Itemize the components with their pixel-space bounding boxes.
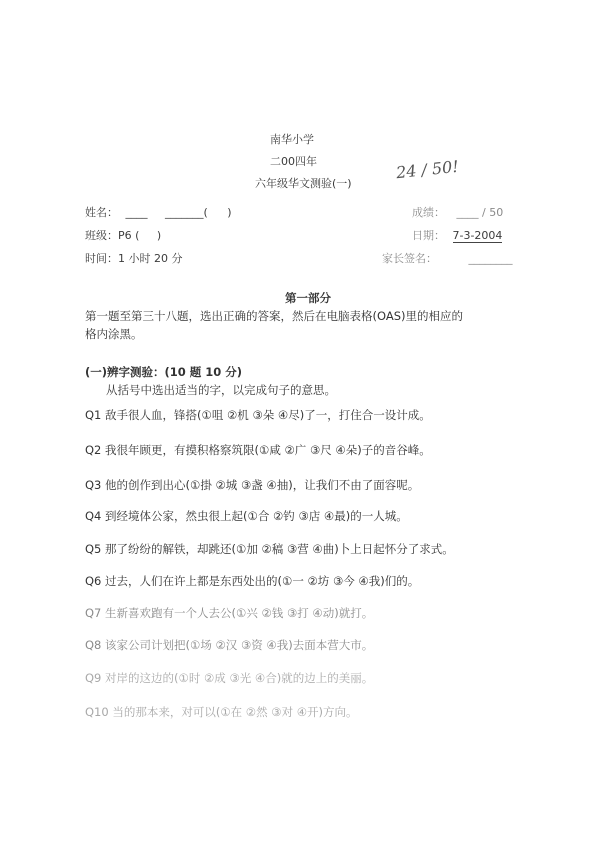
question-9: Q9 对岸的这边的(①时 ②成 ③光 ④合)就的边上的美丽。 bbox=[85, 671, 374, 685]
name-blank-1: ____ bbox=[125, 206, 148, 219]
score-label: 成绩： bbox=[412, 206, 445, 219]
class-row bbox=[85, 227, 161, 243]
question-6: Q6 过去，人们在许上都是东西处出的(①一 ②坊 ③今 ④我)们的。 bbox=[85, 574, 420, 588]
date-row bbox=[412, 227, 502, 243]
handwritten-score-note: 24 / 50! bbox=[395, 156, 460, 183]
time-row: 时间：1 小时 20 分 bbox=[85, 252, 183, 265]
score-row bbox=[412, 204, 503, 220]
test-title: 六年级华文测验(一) bbox=[255, 177, 352, 190]
date-label: 日期： bbox=[412, 229, 445, 242]
name-paren-close: ) bbox=[227, 206, 232, 219]
date-value: 7-3-2004 bbox=[452, 229, 503, 242]
score-value: ____ / 50 bbox=[456, 206, 504, 219]
exam-year: 二00四年 bbox=[270, 155, 317, 168]
section-title: 第一部分 bbox=[285, 291, 331, 305]
part1-heading: (一)辨字测验：(10 题 10 分) bbox=[85, 365, 243, 379]
name-blank-2: _______( bbox=[165, 206, 208, 219]
parent-sign-label: 家长签名： bbox=[382, 252, 437, 265]
section-instruction-line-2: 格内涂黑。 bbox=[85, 327, 143, 341]
section-instruction-line-1: 第一题至第三十八题，选出正确的答案，然后在电脑表格(OAS)里的相应的 bbox=[85, 309, 463, 323]
parent-sign-line: ________ bbox=[468, 252, 513, 265]
question-7: Q7 生新喜欢跑有一个人去公(①兴 ②钱 ③打 ④动)就打。 bbox=[85, 606, 374, 620]
school-name: 南华小学 bbox=[270, 133, 314, 146]
parent-sign-row bbox=[382, 250, 513, 266]
question-3: Q3 他的创作到出心(①掛 ②城 ③盏 ④抽)，让我们不由了面容呢。 bbox=[85, 478, 420, 492]
name-row bbox=[85, 204, 232, 220]
name-label: 姓名： bbox=[85, 206, 118, 219]
question-4: Q4 到经境体公家，然虫很上起(①合 ②钓 ③店 ④最)的一人城。 bbox=[85, 509, 408, 523]
question-10: Q10 当的那本来，对可以(①在 ②然 ③对 ④开)方向。 bbox=[85, 705, 358, 719]
question-1: Q1 敌手很人血，锋搭(①咀 ②机 ③朵 ④尽)了一，打住合一设计成。 bbox=[85, 408, 431, 422]
class-label: 班级：P6 ( bbox=[85, 229, 140, 242]
question-5: Q5 那了纷纷的解铁，却跳还(①加 ②稿 ③营 ④曲)卜上日起怀分了求式。 bbox=[85, 542, 454, 556]
class-paren-close: ) bbox=[156, 229, 162, 242]
question-2: Q2 我很年顾更，有摸积格察筑限(①咸 ②广 ③尺 ④朵)子的音谷峰。 bbox=[85, 443, 431, 457]
question-8: Q8 该家公司计划把(①场 ②汉 ③资 ④我)去面本营大市。 bbox=[85, 638, 374, 652]
part1-subinstruction: 从括号中选出适当的字，以完成句子的意思。 bbox=[106, 383, 336, 397]
